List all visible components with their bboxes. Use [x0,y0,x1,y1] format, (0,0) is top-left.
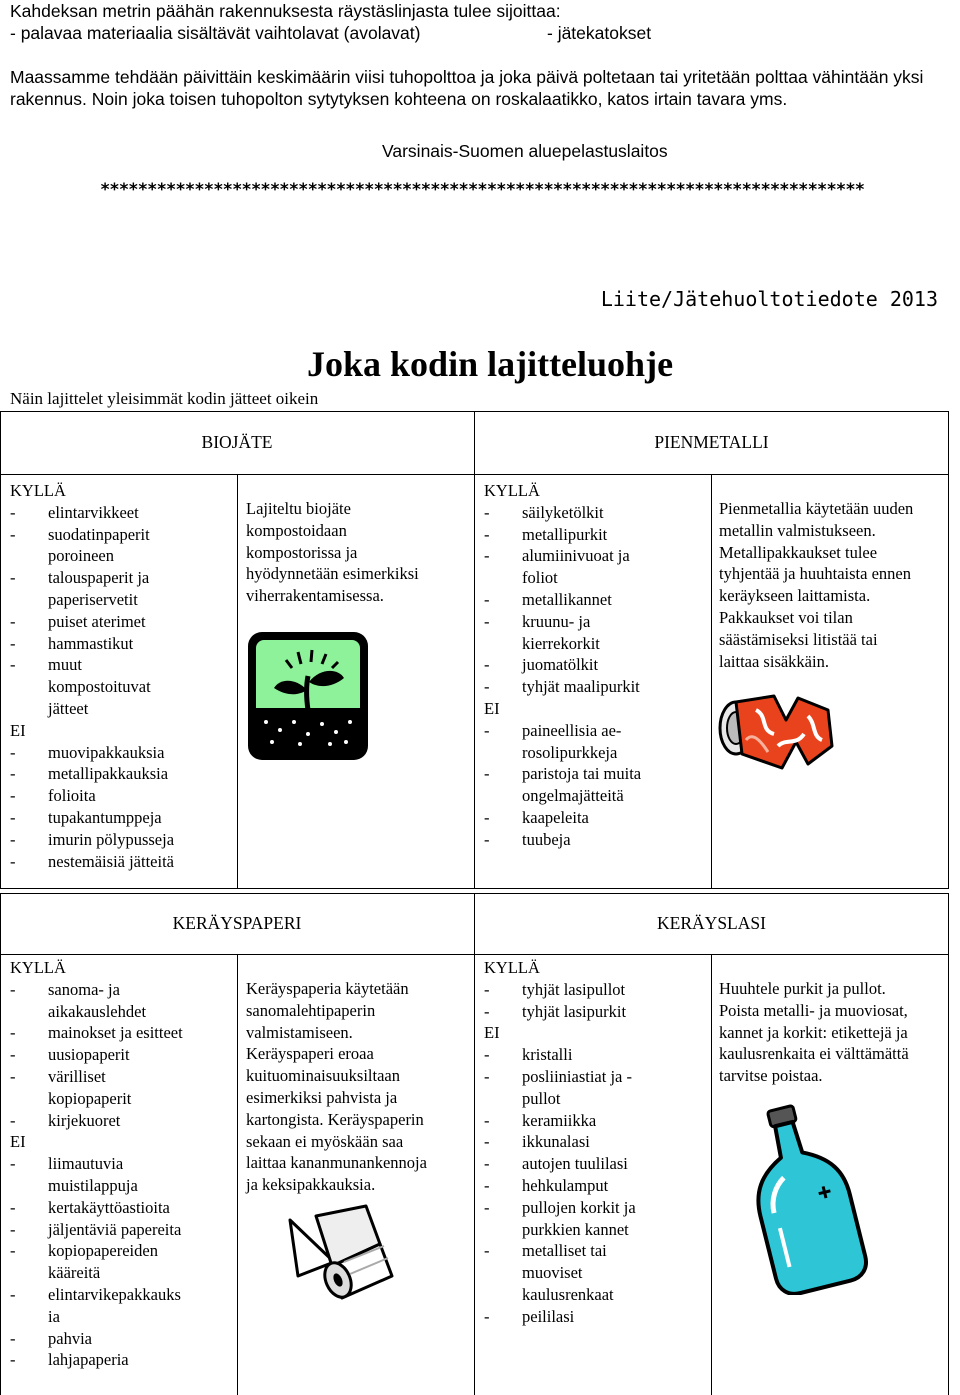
list-item [484,1306,709,1328]
description-line: kompostorissa ja [246,542,358,562]
description-line: sekaan ei myöskään saa [246,1131,404,1151]
list-item-text: - tyhjät lasipullot [522,979,626,999]
kerayspaperi-list [10,957,235,1371]
list-item [10,611,235,633]
keraylasi-list [484,957,709,1328]
list-item [484,763,709,807]
kerayspaperi-description [246,978,466,1196]
list-item [10,654,235,719]
list-item-text: - juomatölkit [522,655,599,675]
list-item-text: - pahvia [48,1328,92,1348]
list-item [10,763,235,785]
no-list [10,742,235,873]
yes-list [484,979,709,1023]
page-title: Joka kodin lajitteluohje [307,344,674,384]
description-line: hyödynnetään esimerkiksi [246,564,419,584]
source-credit: Varsinais-Suomen aluepelastuslaitos [382,141,668,161]
no-label: EI [484,698,500,718]
table-top-right-divider [711,474,712,889]
keraylasi-description [719,978,949,1087]
list-item [10,1219,235,1241]
list-item-text: muoviset [522,1263,583,1283]
list-item-text: - kristalli [522,1045,573,1065]
list-item-text: ia [48,1306,60,1326]
list-item-text: - talouspaperit ja [48,568,150,588]
page-subtitle: Näin lajittelet yleisimmät kodin jätteet oikein [10,389,319,408]
list-item-text: kompostoituvat [48,677,151,697]
description-line: kartongista. Keräyspaperin [246,1109,424,1129]
list-item-text: - paristoja tai muita [522,764,642,784]
list-item-text: - metallikannet [522,589,612,609]
list-item-text: - tyhjät maalipurkit [522,677,640,697]
list-item [10,1066,235,1110]
list-item [484,502,709,524]
section-title-keraylasi: KERÄYSLASI [657,913,766,933]
compost-sprout-icon [246,630,370,762]
list-item [484,829,709,851]
glass-bottle-icon [740,1100,880,1295]
list-item-text: foliot [522,568,558,588]
description-line: kuituominaisuuksiltaan [246,1066,400,1086]
yes-label: KYLLÄ [484,481,540,500]
crushed-can-icon [716,690,840,776]
list-item [10,829,235,851]
list-item-text: - posliiniastiat ja - [522,1066,632,1086]
description-line: keräykseen laittamista. [719,586,871,606]
list-item-text: - suodatinpaperit [48,524,150,544]
list-item-text: - muovipakkauksia [48,742,165,762]
table-bottom-center-divider [474,893,475,1395]
list-item [484,1001,709,1023]
description-line: tarvitse poistaa. [719,1066,823,1086]
list-item [484,524,709,546]
description-line: laittaa kananmunankennoja [246,1153,427,1173]
list-item [10,1240,235,1284]
description-line: Pienmetallia käytetään uuden [719,499,914,518]
list-item-text: muistilappuja [48,1175,138,1195]
list-item [484,1197,709,1241]
list-item [484,720,709,764]
table-bottom-left-divider [237,954,238,1395]
list-item [10,1349,235,1371]
description-line: esimerkiksi pahvista ja [246,1087,398,1107]
description-line: Keräyspaperi eroaa [246,1044,374,1064]
list-item-text: - jäljentäviä papereita [48,1219,182,1239]
list-item [10,633,235,655]
list-item [10,1022,235,1044]
no-label: EI [10,720,26,740]
list-item-text: - alumiinivuoat ja [522,546,630,566]
table-top-center-divider [474,411,475,889]
list-item-text: - muut [48,655,82,675]
list-item [484,807,709,829]
intro-line-1: Kahdeksan metrin päähän rakennuksesta räystäslinjasta tulee sijoittaa: [10,1,561,21]
list-item-text: jätteet [48,698,89,718]
list-item-text: - kertakäyttöastioita [48,1197,170,1217]
intro-paragraph: Maassamme tehdään päivittäin keskimäärin viisi tuhopolttoa ja joka päivä poltetaan tai yritetään polttaa vähintään yksi rakennus. Noin joka toisen tuhopolton sytytyksen kohteena on roskalaatikko, katos irtain tavara yms. [10,67,924,109]
list-item [484,1066,709,1110]
list-item-text: - elintarvikkeet [48,502,139,522]
list-item-text: - hehkulamput [522,1175,609,1195]
list-item-text: paperiservetit [48,589,138,609]
list-item-text: - metallipurkit [522,524,608,544]
list-item [484,676,709,698]
list-item [10,742,235,764]
yes-list [484,502,709,698]
list-item-text: rosolipurkkeja [522,742,618,762]
description-line: valmistamiseen. [246,1022,353,1042]
yes-label: KYLLÄ [10,481,66,500]
list-item-text: aikakauslehdet [48,1001,147,1021]
list-item-text: - kruunu- ja [522,611,591,631]
no-label: EI [10,1132,26,1152]
list-item-text: - liimautuvia [48,1154,124,1174]
list-item [10,1284,235,1328]
list-item [10,851,235,873]
intro-line-2 [10,22,955,44]
yes-label: KYLLÄ [10,958,66,977]
description-line: kaulusrenkaita ei välttämättä [719,1044,909,1064]
intro-block [10,0,955,110]
description-line: Keräyspaperia käytetään [246,979,409,998]
description-line: Poista metalli- ja muoviosat, [719,1000,908,1020]
list-item-text: - uusiopaperit [48,1045,130,1065]
pienmetalli-description [719,498,949,672]
list-item [484,611,709,655]
list-item-text: poroineen [48,546,114,566]
list-item-text: - autojen tuulilasi [522,1154,628,1174]
list-item-text: - keramiikka [522,1110,597,1130]
description-line: viherrakentamisessa. [246,586,384,606]
list-item-text: - ikkunalasi [522,1132,590,1152]
no-label: EI [484,1023,500,1043]
list-item-text: - peililasi [522,1306,575,1326]
list-item [10,1110,235,1132]
list-item [484,1175,709,1197]
list-item-text: - tuubeja [522,829,571,849]
list-item [10,785,235,807]
list-item [484,545,709,589]
list-item-text: - imurin pölypusseja [48,829,175,849]
yes-list [10,979,235,1132]
description-line: Metallipakkaukset tulee [719,542,878,562]
intro-line-2b: - jätekatokset [547,23,652,43]
description-line: Lajiteltu biojäte [246,499,351,518]
list-item-text: - tupakantumppeja [48,807,162,827]
attachment-label: Liite/Jätehuoltotiedote 2013 [600,287,938,311]
description-line: kompostoidaan [246,520,347,540]
description-line: säästämiseksi litistää tai [719,629,878,649]
list-item-text: - kirjekuoret [48,1110,121,1130]
section-title-pienmetalli: PIENMETALLI [654,432,769,452]
list-item-text: - nestemäisiä jätteitä [48,851,174,871]
list-item [10,524,235,568]
section-title-biojate: BIOJÄTE [201,432,273,452]
section-title-kerayspaperi: KERÄYSPAPERI [172,913,302,933]
list-item [484,1131,709,1153]
list-item-text: - pullojen korkit ja [522,1197,636,1217]
biojate-list [10,480,235,872]
list-item [484,654,709,676]
list-item [484,1240,709,1305]
list-item-text: - mainokset ja esitteet [48,1023,183,1043]
list-item-text: - metallipakkauksia [48,764,169,784]
description-line: Huuhtele purkit ja pullot. [719,979,886,998]
list-item [484,589,709,611]
list-item-text: - paineellisia ae- [522,720,622,740]
table-bottom-right-divider [711,954,712,1395]
list-item-text: ongelmajätteitä [522,786,624,806]
list-item-text: - folioita [48,786,96,806]
yes-list [10,502,235,720]
list-item-text: - kopiopapereiden [48,1241,158,1261]
list-item-text: - tyhjät lasipurkit [522,1001,627,1021]
list-item-text: pullot [522,1088,561,1108]
list-item-text: - sanoma- ja [48,979,120,999]
no-list [10,1153,235,1371]
yes-label: KYLLÄ [484,958,540,977]
table-top-left-divider [237,474,238,889]
no-list [484,720,709,851]
description-line: sanomalehtipaperin [246,1000,376,1020]
intro-line-2a: - palavaa materiaalia sisältävät vaihtolavat (avolavat) [10,23,421,43]
list-item [10,979,235,1023]
list-item [484,1110,709,1132]
list-item [484,1044,709,1066]
no-list [484,1044,709,1327]
list-item [10,1153,235,1197]
list-item-text: - säilyketölkit [522,502,604,522]
list-item-text: purkkien kannet [522,1219,629,1239]
description-line: kannet ja korkit: etikettejä ja [719,1022,908,1042]
list-item-text: - lahjapaperia [48,1350,129,1370]
list-item-text: kääreitä [48,1263,101,1283]
description-line: metallin valmistukseen. [719,520,876,540]
paper-roll-icon [280,1200,400,1310]
list-item-text: - metalliset tai [522,1241,607,1261]
list-item [10,1328,235,1350]
list-item [10,502,235,524]
description-line: tyhjentää ja huuhtaista ennen [719,564,911,584]
list-item-text: - värilliset [48,1066,106,1086]
list-item-text: kopiopaperit [48,1088,132,1108]
description-line: ja keksipakkauksia. [246,1175,376,1195]
list-item-text: kaulusrenkaat [522,1284,614,1304]
star-divider: ********************************************************************************* [100,180,865,200]
list-item-text: kierrekorkit [522,633,600,653]
list-item-text: - hammastikut [48,633,134,653]
list-item [484,979,709,1001]
list-item [10,567,235,611]
list-item [10,807,235,829]
description-line: laittaa sisäkkäin. [719,651,829,671]
list-item [10,1044,235,1066]
list-item-text: - puiset aterimet [48,611,146,631]
list-item [484,1153,709,1175]
pienmetalli-list [484,480,709,851]
description-line: Pakkaukset voi tilan [719,607,853,627]
biojate-description [246,498,461,607]
list-item-text: - elintarvikepakkauks [48,1284,181,1304]
list-item [10,1197,235,1219]
list-item-text: - kaapeleita [522,807,589,827]
